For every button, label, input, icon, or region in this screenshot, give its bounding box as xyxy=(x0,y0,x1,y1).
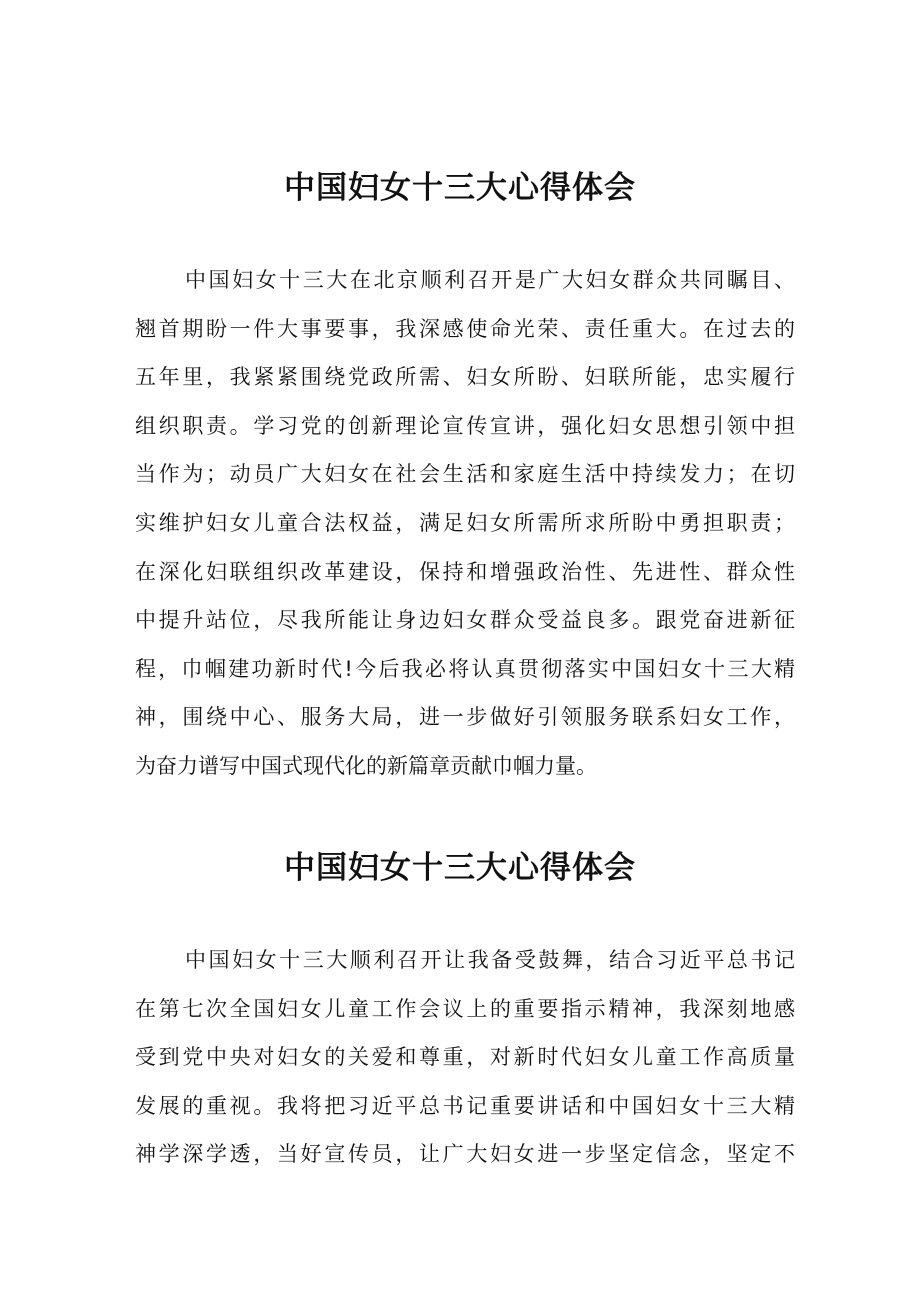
paragraph-line: 在第七次全国妇女儿童工作会议上的重要指示精神，我深刻地感 xyxy=(135,996,795,1021)
paragraph-line: 中国妇女十三大在北京顺利召开是广大妇女群众共同瞩目、 xyxy=(185,268,795,292)
paragraph-line: 神学深学透，当好宣传员，让广大妇女进一步坚定信念，坚定不 xyxy=(135,1142,795,1167)
article-body-2 xyxy=(135,936,795,1179)
paragraph-line: 在深化妇联组织改革建设，保持和增强政治性、先进性、群众性 xyxy=(135,559,795,584)
paragraph-line: 中提升站位，尽我所能让身边妇女群众受益良多。跟党奋进新征 xyxy=(135,608,795,633)
paragraph-line: 发展的重视。我将把习近平总书记重要讲话和中国妇女十三大精 xyxy=(135,1093,795,1118)
paragraph-line: 神，围绕中心、服务大局，进一步做好引领服务联系妇女工作， xyxy=(135,705,795,730)
paragraph-line: 受到党中央对妇女的关爱和尊重，对新时代妇女儿童工作高质量 xyxy=(135,1045,795,1070)
paragraph-line: 翘首期盼一件大事要事，我深感使命光荣、责任重大。在过去的 xyxy=(135,316,795,341)
paragraph-line: 当作为；动员广大妇女在社会生活和家庭生活中持续发力；在切 xyxy=(135,462,795,487)
paragraph-line: 五年里，我紧紧围绕党政所需、妇女所盼、妇联所能，忠实履行 xyxy=(135,365,795,390)
paragraph-line: 实维护妇女儿童合法权益，满足妇女所需所求所盼中勇担职责； xyxy=(135,510,795,535)
article-title-1: 中国妇女十三大心得体会 xyxy=(284,170,636,206)
paragraph-line: 程，巾帼建功新时代!今后我必将认真贯彻落实中国妇女十三大精 xyxy=(135,656,795,681)
paragraph-line: 为奋力谱写中国式现代化的新篇章贡献巾帼力量。 xyxy=(135,753,597,778)
article-body-1 xyxy=(135,256,795,791)
article-section-1 xyxy=(0,163,920,778)
article-title-2: 中国妇女十三大心得体会 xyxy=(284,850,636,886)
article-section-2 xyxy=(0,843,920,1167)
paragraph-line: 组织职责。学习党的创新理论宣传宣讲，强化妇女思想引领中担 xyxy=(135,413,795,438)
paragraph-line: 中国妇女十三大顺利召开让我备受鼓舞，结合习近平总书记 xyxy=(185,948,795,972)
